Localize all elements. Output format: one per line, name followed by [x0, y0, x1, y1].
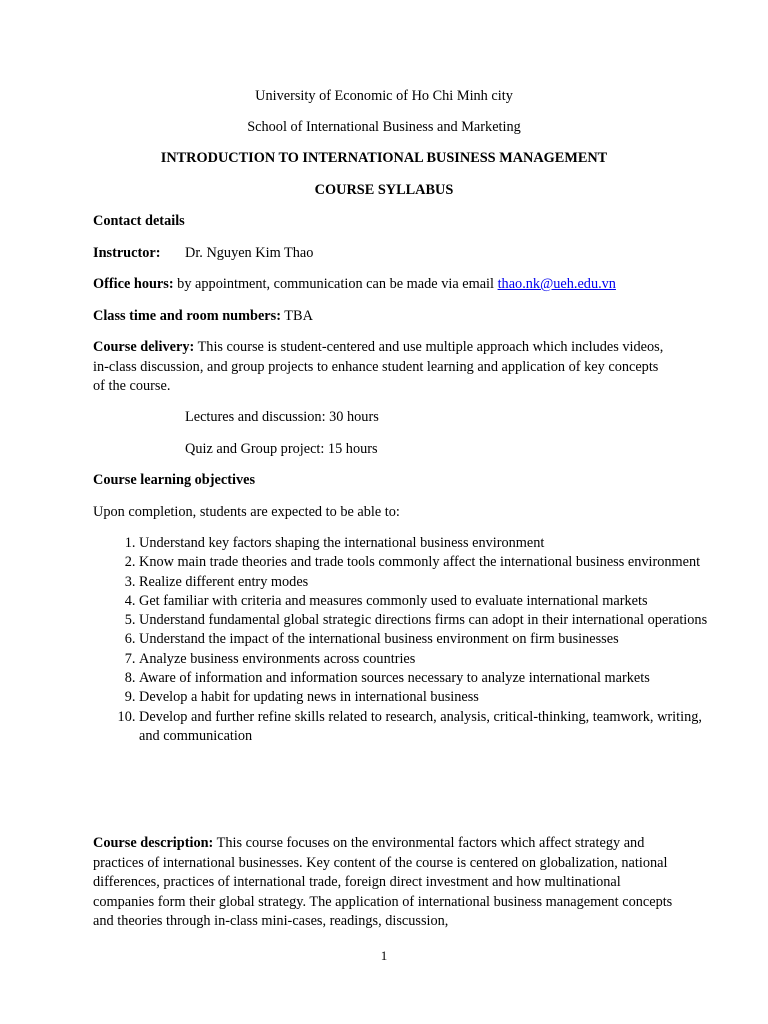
- instructor-label: Instructor:: [93, 245, 161, 261]
- office-hours-label: Office hours:: [93, 276, 174, 292]
- course-description-paragraph: [93, 834, 673, 932]
- objective-item: 10. Develop and further refine skills related to research, analysis, critical-thinking, teamwork, writing, and communication: [139, 708, 714, 747]
- objective-item: 9. Develop a habit for updating news in international business: [139, 688, 714, 707]
- quiz-project-hours: Quiz and Group project: 15 hours: [185, 441, 378, 457]
- office-hours-text: by appointment, communication can be made via email: [173, 276, 498, 292]
- objective-item: 8. Aware of information and information sources necessary to analyze international markets: [139, 669, 714, 688]
- course-description-text: This course focuses on the environmental factors which affect strategy and practices of international businesses. Key content of the course is centered on globalization, national differences, practices of international trade, foreign direct investment and how multinational companies form their global strategy. The application of international business management concepts and theories through in-class mini-cases, readings, discussion,: [93, 835, 673, 929]
- document-title: COURSE SYLLABUS: [314, 182, 454, 198]
- objective-item: 1. Understand key factors shaping the international business environment: [139, 534, 714, 553]
- course-description-label: Course description:: [93, 835, 214, 851]
- university-name: University of Economic of Ho Chi Minh city: [255, 88, 513, 104]
- course-delivery-label: Course delivery:: [93, 339, 195, 355]
- course-delivery-paragraph: [93, 338, 673, 397]
- school-name: School of International Business and Marketing: [247, 119, 521, 135]
- email-link[interactable]: thao.nk@ueh.edu.vn: [497, 276, 616, 292]
- objective-item: 5. Understand fundamental global strategic directions firms can adopt in their international operations: [139, 611, 714, 630]
- objective-item: 6. Understand the impact of the international business environment on firm businesses: [139, 630, 714, 649]
- office-hours-line: [93, 275, 616, 294]
- class-time-value: TBA: [280, 308, 313, 324]
- lectures-hours: Lectures and discussion: 30 hours: [185, 409, 379, 425]
- contact-heading: Contact details: [93, 213, 185, 229]
- objectives-list: [93, 534, 714, 746]
- course-delivery-text: This course is student-centered and use multiple approach which includes videos, in-class discussion, and group projects to enhance student learning and application of key concepts of the course.: [93, 339, 664, 394]
- objective-item: 3. Realize different entry modes: [139, 573, 714, 592]
- class-time-label: Class time and room numbers:: [93, 308, 281, 324]
- page-number: 1: [380, 948, 388, 963]
- objective-item: 4. Get familiar with criteria and measures commonly used to evaluate international markets: [139, 592, 714, 611]
- objective-item: 7. Analyze business environments across countries: [139, 650, 714, 669]
- objectives-heading: Course learning objectives: [93, 472, 256, 488]
- class-time-line: [93, 307, 313, 326]
- objective-item: 2. Know main trade theories and trade tools commonly affect the international business environment: [139, 553, 714, 572]
- objectives-intro: Upon completion, students are expected to be able to:: [93, 504, 400, 520]
- course-title: INTRODUCTION TO INTERNATIONAL BUSINESS MANAGEMENT: [160, 150, 608, 166]
- instructor-name: Dr. Nguyen Kim Thao: [185, 245, 314, 261]
